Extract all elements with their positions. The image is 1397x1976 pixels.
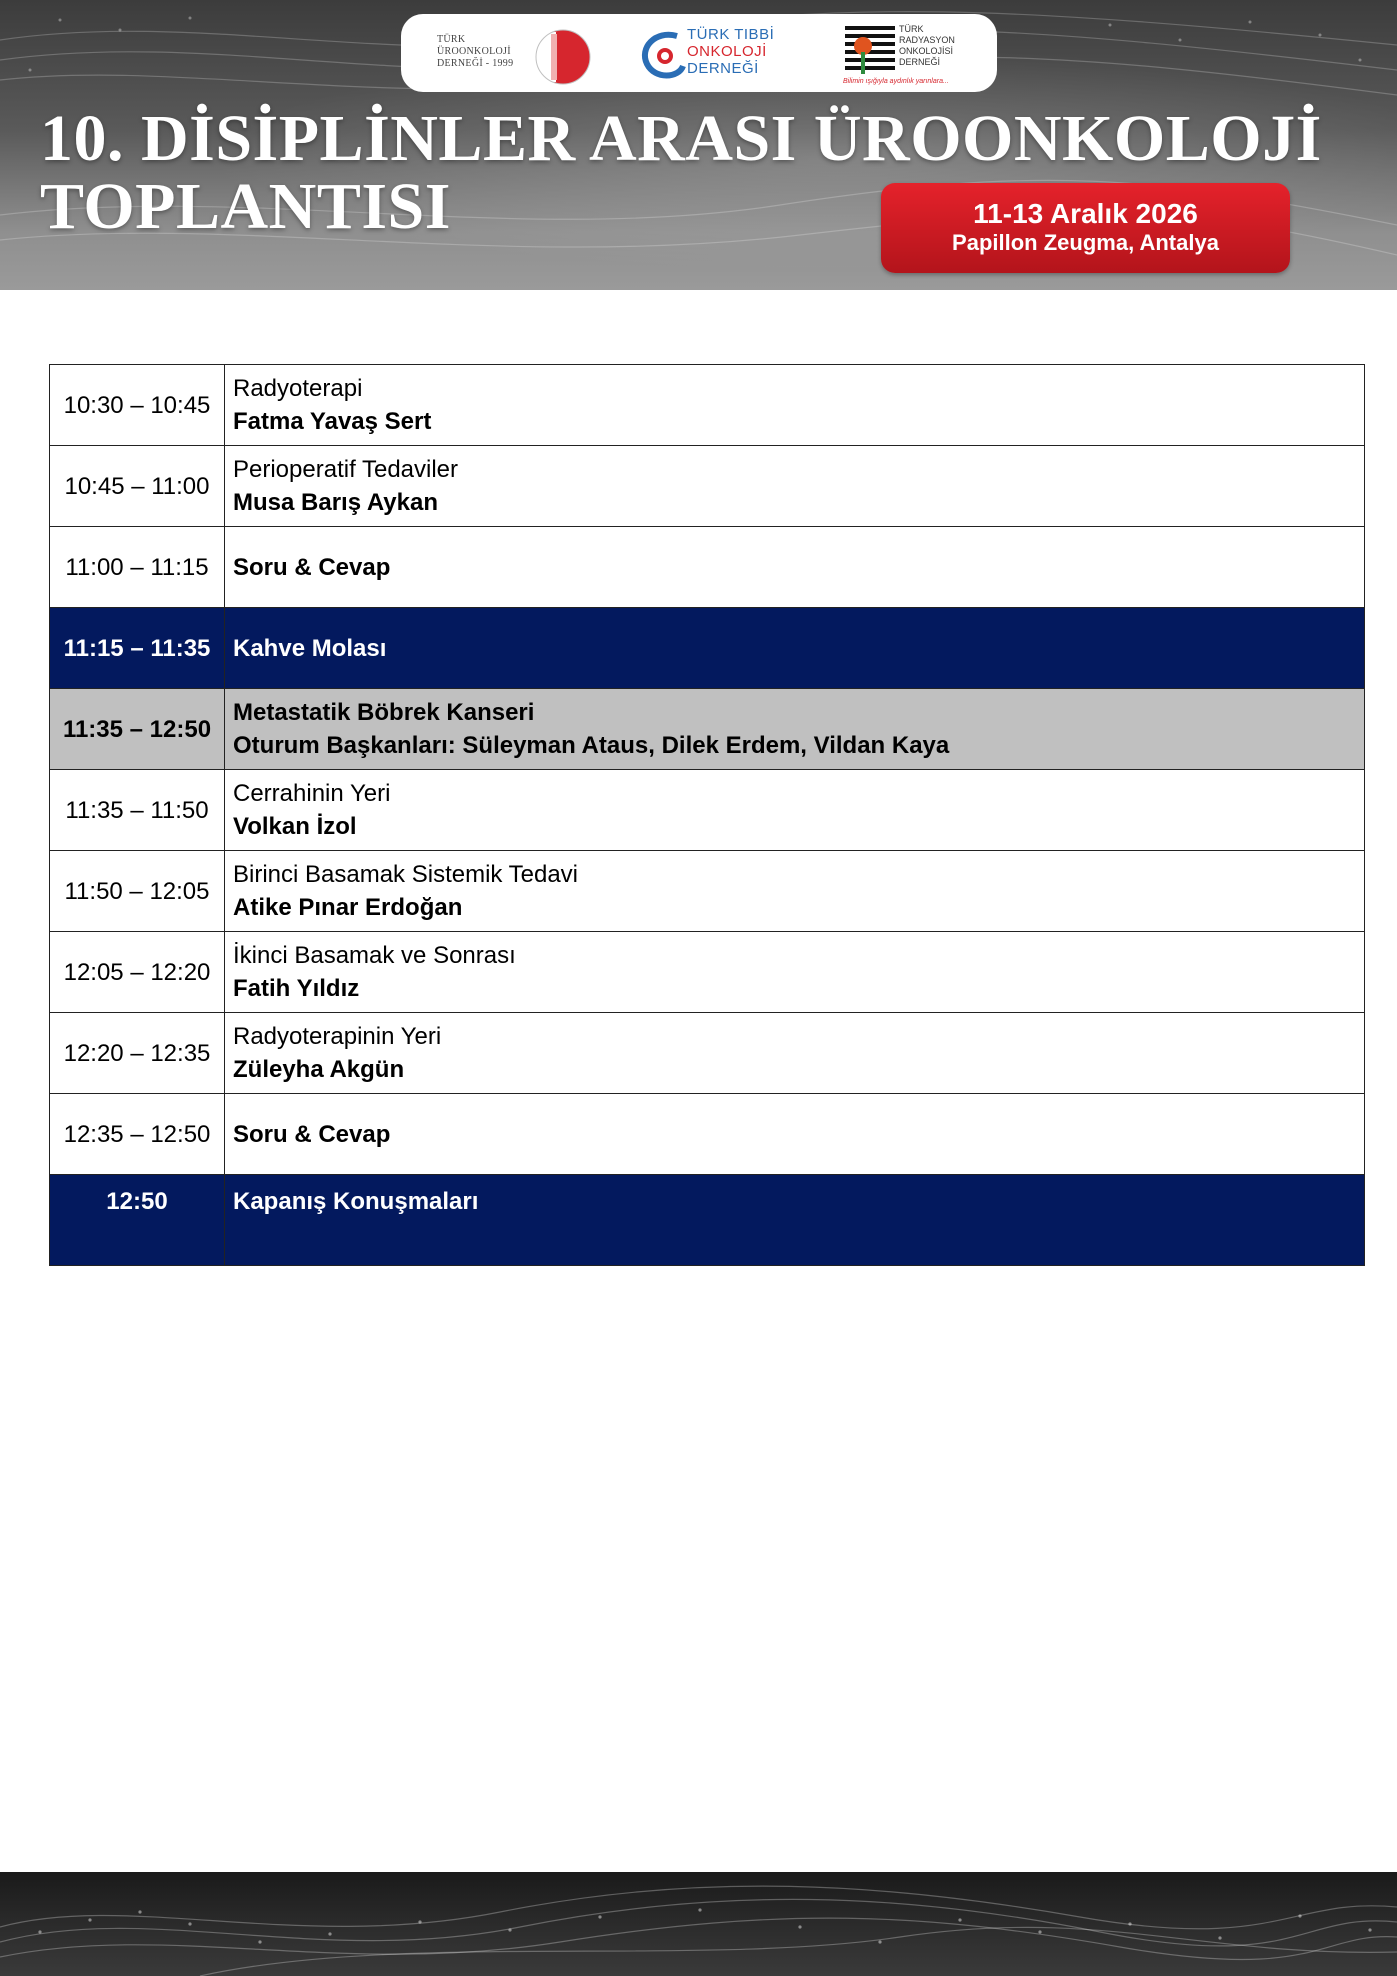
header-banner <box>0 0 1397 290</box>
event-title-line-1: 10. DİSİPLİNLER ARASI ÜROONKOLOJİ <box>40 102 1322 175</box>
program-row <box>50 1013 1365 1094</box>
speaker-name: Fatma Yavaş Sert <box>233 408 432 435</box>
logo-text-line: TÜRK TIBBİ <box>687 26 775 43</box>
logo-text-line: RADYASYON <box>899 35 955 45</box>
program-row <box>50 932 1365 1013</box>
turk-uroonkoloji-dernegi-logo <box>437 20 587 86</box>
time-cell: 11:00 – 11:15 <box>50 527 225 608</box>
time-cell: 11:15 – 11:35 <box>50 608 225 689</box>
content-cell <box>225 1175 1365 1266</box>
ttod-swirl-icon <box>637 26 687 82</box>
logo-text-line: TÜRK <box>899 24 924 34</box>
content-cell <box>225 446 1365 527</box>
logo-text-line: ONKOLOJİ <box>687 43 767 60</box>
content-cell <box>225 365 1365 446</box>
content-cell <box>225 689 1365 770</box>
event-title-line-2: TOPLANTISI <box>40 170 451 243</box>
program-row-session <box>50 689 1365 770</box>
session-title: Metastatik Böbrek Kanseri <box>233 699 535 726</box>
time-cell: 12:35 – 12:50 <box>50 1094 225 1175</box>
time-cell: 11:35 – 11:50 <box>50 770 225 851</box>
time-cell: 11:35 – 12:50 <box>50 689 225 770</box>
logo-text-line: DERNEĞİ <box>687 60 759 77</box>
logo-text-line: ONKOLOJİSİ <box>899 46 954 56</box>
speaker-name: Volkan İzol <box>233 813 357 840</box>
turk-radyasyon-onkolojisi-dernegi-logo <box>843 20 973 86</box>
content-cell <box>225 851 1365 932</box>
logo-text-line: DERNEĞİ - 1999 <box>437 58 514 69</box>
logo-text-line: ÜROONKOLOJİ <box>437 46 511 57</box>
footer-banner <box>0 1872 1397 1976</box>
time-cell: 11:50 – 12:05 <box>50 851 225 932</box>
talk-title: Radyoterapinin Yeri <box>233 1023 442 1050</box>
talk-title: Perioperatif Tedaviler <box>233 456 459 483</box>
time-cell: 12:05 – 12:20 <box>50 932 225 1013</box>
date-venue-badge <box>881 183 1290 273</box>
program-row <box>50 446 1365 527</box>
time-cell: 12:50 <box>50 1175 225 1266</box>
uro-emblem-icon <box>529 24 595 90</box>
speaker-name: Atike Pınar Erdoğan <box>233 894 463 921</box>
qa-label: Soru & Cevap <box>233 553 391 581</box>
particle-wave-footer <box>0 1872 1397 1976</box>
trod-emblem-icon <box>843 24 897 78</box>
program-row-closing <box>50 1175 1365 1266</box>
speaker-name: Züleyha Akgün <box>233 1056 405 1083</box>
program-row-break <box>50 608 1365 689</box>
session-chairs: Oturum Başkanları: Süleyman Ataus, Dilek Erdem, Vildan Kaya <box>233 732 950 759</box>
talk-title: Radyoterapi <box>233 375 363 402</box>
program-table <box>49 364 1365 1266</box>
closing-label: Kapanış Konuşmaları <box>233 1188 479 1215</box>
program-row <box>50 770 1365 851</box>
content-cell <box>225 1013 1365 1094</box>
logo-motto: Bilimin ışığıyla aydınlık yarınlara... <box>843 78 949 85</box>
program-row <box>50 851 1365 932</box>
logo-strip <box>401 14 997 92</box>
logo-text-line: TÜRK <box>437 34 466 45</box>
talk-title: İkinci Basamak ve Sonrası <box>233 942 516 969</box>
program-row <box>50 527 1365 608</box>
program-row <box>50 1094 1365 1175</box>
talk-title: Cerrahinin Yeri <box>233 780 391 807</box>
speaker-name: Fatih Yıldız <box>233 975 360 1002</box>
break-label: Kahve Molası <box>233 634 387 662</box>
speaker-name: Musa Barış Aykan <box>233 489 438 516</box>
time-cell: 10:45 – 11:00 <box>50 446 225 527</box>
program-row <box>50 365 1365 446</box>
qa-label: Soru & Cevap <box>233 1120 391 1148</box>
time-cell: 10:30 – 10:45 <box>50 365 225 446</box>
event-date: 11-13 Aralık 2026 <box>973 198 1198 229</box>
event-venue: Papillon Zeugma, Antalya <box>952 230 1219 255</box>
time-cell: 12:20 – 12:35 <box>50 1013 225 1094</box>
content-cell <box>225 932 1365 1013</box>
turk-tibbi-onkoloji-dernegi-logo <box>637 20 787 86</box>
content-cell <box>225 770 1365 851</box>
content-cell <box>225 608 1365 689</box>
content-cell <box>225 1094 1365 1175</box>
logo-text-line: DERNEĞİ <box>899 57 941 67</box>
content-cell <box>225 527 1365 608</box>
talk-title: Birinci Basamak Sistemik Tedavi <box>233 861 579 888</box>
